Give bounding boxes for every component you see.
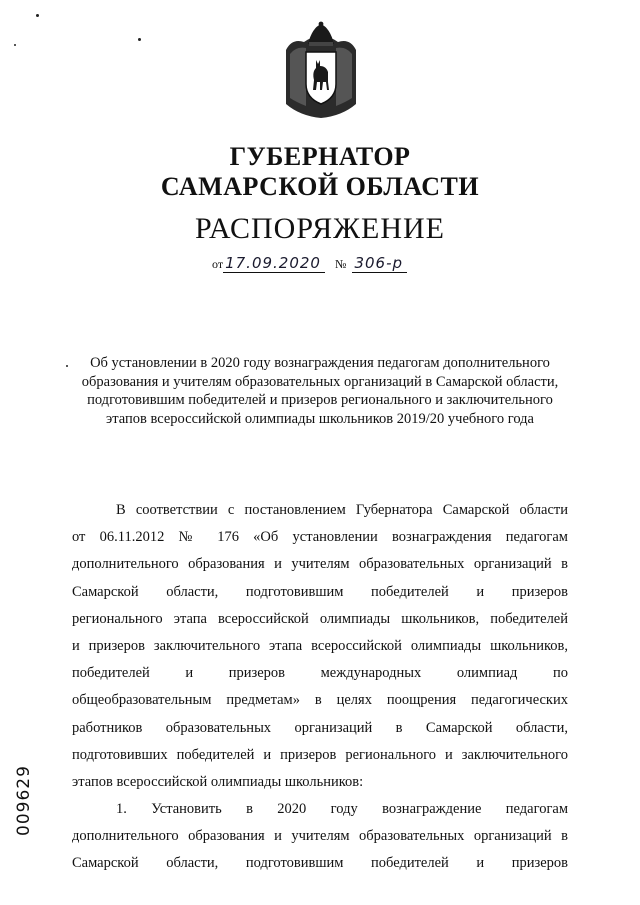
scan-speck <box>138 38 141 41</box>
scan-speck <box>66 365 68 367</box>
body-line: работников образовательных организаций в Самарской области, <box>72 719 568 736</box>
subject-line: подготовившим победителей и призеров регионального и заключительного <box>87 392 553 408</box>
body-line: победителей и призеров международных олимпиад по <box>72 665 568 682</box>
document-body <box>72 497 568 878</box>
coat-of-arms-emblem <box>282 20 360 120</box>
document-subject <box>60 354 580 428</box>
body-line: общеобразовательным предметам» в целях поощрения педагогических <box>72 692 568 709</box>
handwritten-date: 17.09.2020 <box>223 254 325 273</box>
subject-line: Об установлении в 2020 году вознаграждения педагогам дополнительного <box>90 355 550 371</box>
body-line: Самарской области, подготовившим победителей и призеров <box>72 855 568 872</box>
body-line: дополнительного образования и учителям образовательных организаций в <box>72 556 568 573</box>
subject-line: этапов всероссийской олимпиады школьников 2019/20 учебного года <box>106 410 534 427</box>
handwritten-number: 306-р <box>352 254 407 273</box>
body-line: дополнительного образования и учителям образовательных организаций в <box>72 828 568 845</box>
body-line: Самарской области, подготовившим победителей и призеров <box>72 583 568 600</box>
date-prefix: от <box>212 257 224 271</box>
body-line: В соответствии с постановлением Губернатора Самарской области <box>116 502 568 518</box>
subject-line: образования и учителям образовательных организаций в Самарской области, <box>81 373 559 390</box>
body-line: и призеров заключительного этапа всероссийской олимпиады школьников, <box>72 637 568 654</box>
scan-speck <box>14 44 16 46</box>
scan-speck <box>36 14 39 17</box>
issuer-title-line-2: САМАРСКОЙ ОБЛАСТИ <box>160 172 480 201</box>
body-line: регионального этапа всероссийской олимпиады школьников, победителей <box>72 610 568 627</box>
body-line: 1. Установить в 2020 году вознаграждение педагогам <box>116 801 568 818</box>
body-line: от 06.11.2012 № 176 «Об установлении вознаграждения педагогам <box>72 529 568 546</box>
issuer-title-line-1: ГУБЕРНАТОР <box>229 142 411 171</box>
document-type-title: РАСПОРЯЖЕНИЕ <box>194 212 446 245</box>
number-prefix: № <box>334 257 347 271</box>
body-line: подготовивших победителей и призеров регионального и заключительного <box>72 746 568 763</box>
registration-line <box>212 254 407 273</box>
side-serial-stamp: 009629 <box>14 765 34 836</box>
body-line: этапов всероссийской олимпиады школьников: <box>72 773 364 790</box>
